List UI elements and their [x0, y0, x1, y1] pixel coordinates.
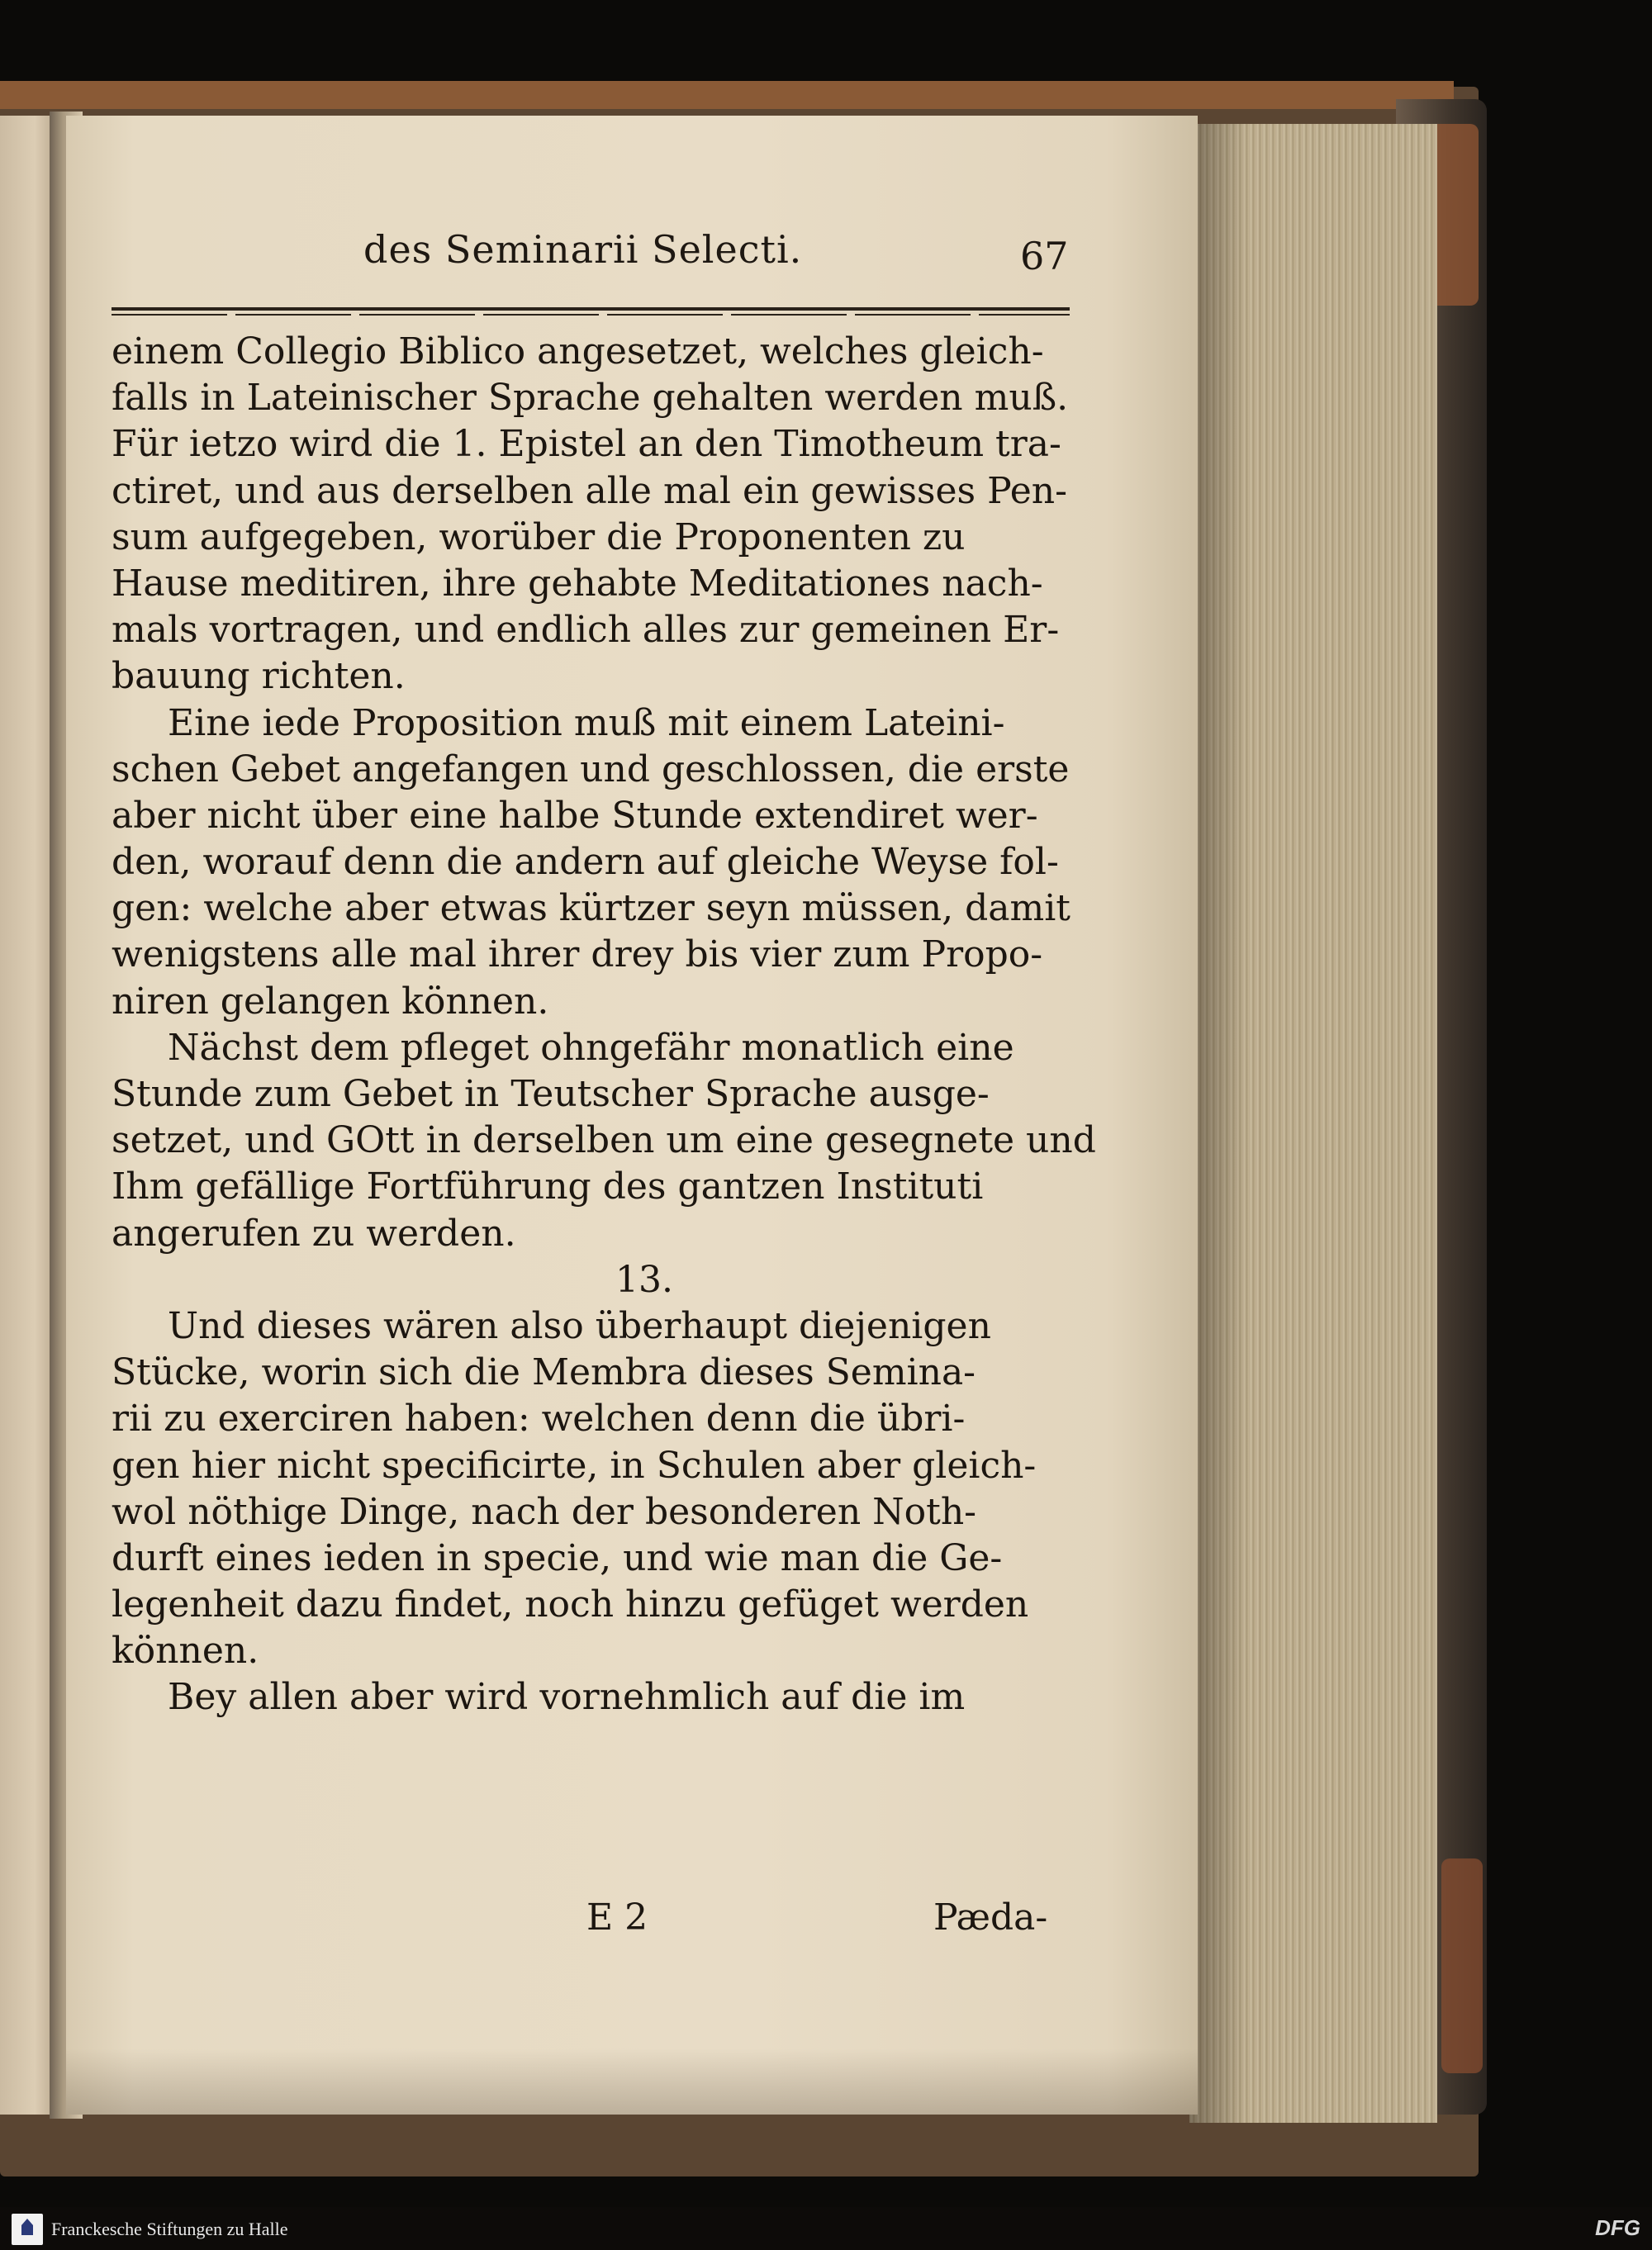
text-line: wenigstens alle mal ihrer drey bis vier zum Propo- — [112, 933, 1043, 976]
text-line: den, worauf denn die andern auf gleiche Weyse fol- — [112, 841, 1059, 884]
text-line: Bey allen aber wird vornehmlich auf die im — [168, 1676, 966, 1719]
text-line: setzet, und GOtt in derselben um eine gesegnete und — [112, 1119, 1096, 1162]
text-line: Stücke, worin sich die Membra dieses Semina- — [112, 1351, 976, 1394]
body-text — [112, 329, 1096, 1721]
text-line: falls in Lateinischer Sprache gehalten werden muß. — [112, 377, 1069, 420]
text-line: niren gelangen können. — [112, 980, 549, 1023]
running-head: des Seminarii Selecti. — [363, 227, 803, 272]
text-line: Nächst dem pfleget ohngefähr monatlich eine — [168, 1026, 1014, 1069]
text-line: einem Collegio Biblico angesetzet, welches gleich- — [112, 330, 1044, 373]
text-line: können. — [112, 1630, 259, 1673]
text-line: aber nicht über eine halbe Stunde extendiret wer- — [112, 794, 1038, 837]
text-line: rii zu exerciren haben: welchen denn die übri- — [112, 1398, 966, 1441]
text-line: Eine iede Proposition muß mit einem Lateini- — [168, 701, 1005, 744]
text-line: schen Gebet angefangen und geschlossen, die erste — [112, 748, 1070, 790]
dfg-logo: DFG — [1595, 2215, 1640, 2240]
text-line: legenheit dazu findet, noch hinzu gefüget werden — [112, 1583, 1029, 1626]
text-line: Und dieses wären also überhaupt diejenigen — [168, 1304, 991, 1347]
institution-name: Franckesche Stiftungen zu Halle — [51, 2219, 288, 2239]
institution-logo-icon — [12, 2214, 43, 2245]
text-line: Stunde zum Gebet in Teutscher Sprache ausge- — [112, 1073, 990, 1115]
fore-edge-shadow — [1189, 124, 1247, 2123]
page-shadow — [66, 2048, 1198, 2115]
text-line: bauung richten. — [112, 655, 406, 698]
viewer-footer — [0, 2207, 1652, 2250]
text-line: angerufen zu werden. — [112, 1212, 516, 1255]
section-number: 13. — [615, 1258, 673, 1301]
text-line: durft eines ieden in specie, und wie man die Ge- — [112, 1536, 1003, 1579]
cover-wear-bottom — [1441, 1858, 1483, 2073]
text-line: sum aufgegeben, worüber die Proponenten zu — [112, 515, 966, 558]
text-line: Für ietzo wird die 1. Epistel an den Timotheum tra- — [112, 423, 1061, 466]
text-line: mals vortragen, und endlich alles zur gemeinen Er- — [112, 609, 1060, 652]
text-line: Ihm gefällige Fortführung des gantzen Instituti — [112, 1165, 984, 1208]
text-line: wol nöthige Dinge, nach der besonderen Noth- — [112, 1490, 977, 1533]
header-rule — [112, 307, 1070, 311]
cover-top-edge — [0, 81, 1454, 109]
text-line: Hause meditiren, ihre gehabte Meditationes nach- — [112, 562, 1043, 605]
signature-mark: E 2 — [586, 1896, 648, 1939]
text-line: ctiret, und aus derselben alle mal ein gewisses Pen- — [112, 469, 1067, 512]
catchword: Pæda- — [933, 1896, 1048, 1939]
text-line: gen: welche aber etwas kürtzer seyn müssen, damit — [112, 887, 1070, 930]
text-line: gen hier nicht specificirte, in Schulen aber gleich- — [112, 1444, 1037, 1487]
page-number: 67 — [1020, 234, 1069, 278]
header-rule-dashes — [112, 314, 1070, 316]
